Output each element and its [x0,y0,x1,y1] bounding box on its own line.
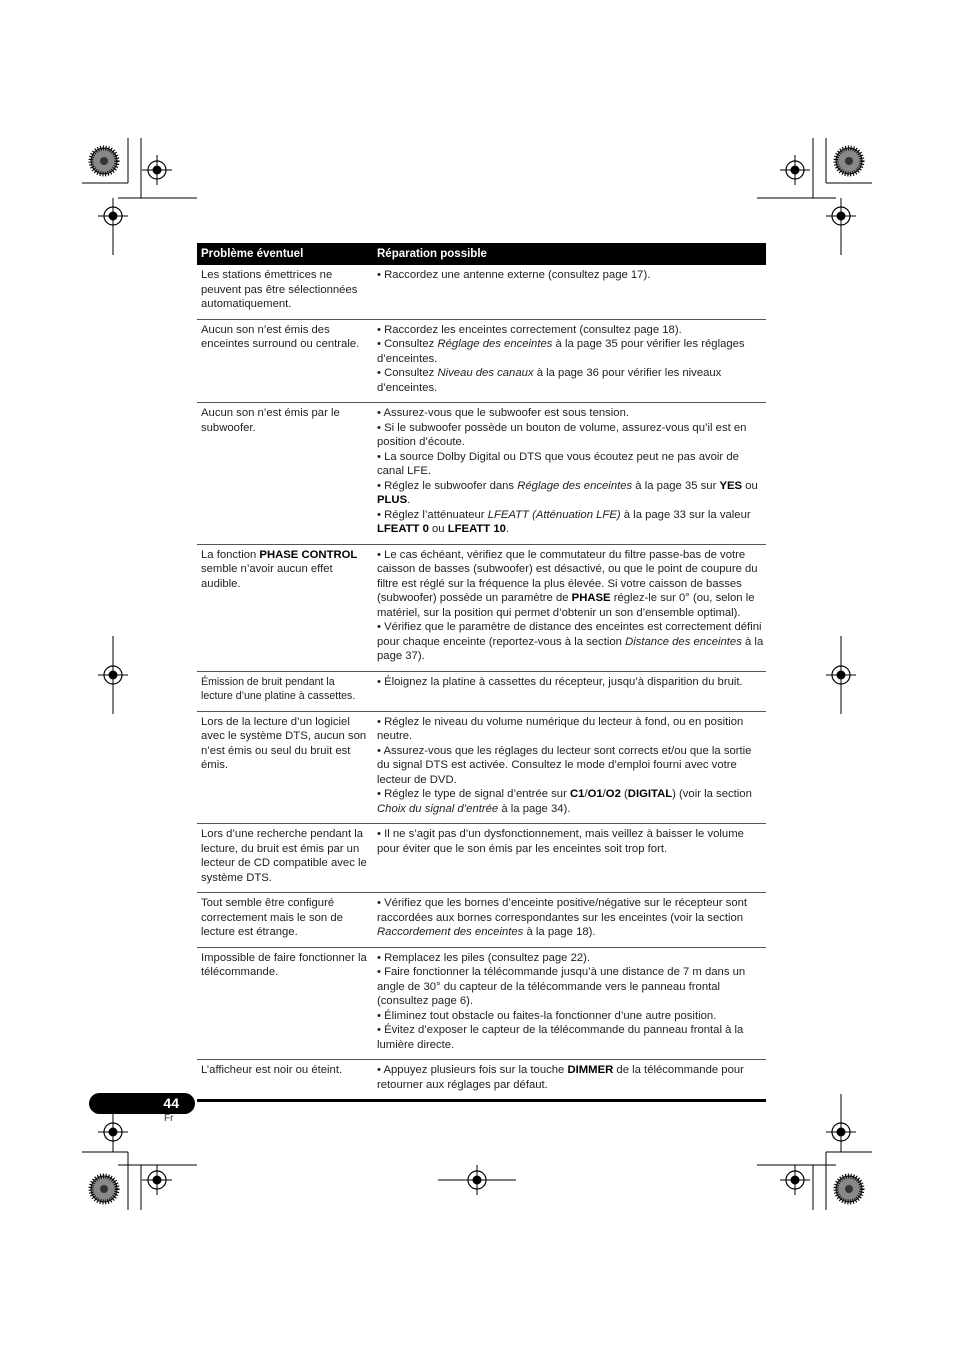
table-row [197,672,766,712]
table-row [197,320,766,404]
problem-cell: Lors de la lecture d’un logiciel avec le système DTS, aucun son n’est émis ou seul du bruit est émis. [201,715,367,771]
table-row [197,948,766,1061]
remedy-item: • Appuyez plusieurs fois sur la touche DIMMER de la télécommande pour retourner aux réglages par défaut. [377,1064,744,1091]
remedy-item: • Assurez-vous que le subwoofer est sous tension. [377,407,629,419]
table-row [197,893,766,948]
table-row [197,824,766,893]
page-number-tab: 44 [99,1093,195,1114]
remedy-item: • Réglez le type de signal d’entrée sur C1/O1/O2 (DIGITAL) (voir la section Choix du signal d’entrée à la page 34). [377,788,752,815]
remedy-cell [371,323,766,396]
problem-cell: Lors d’une recherche pendant la lecture, du bruit est émis par un lecteur de CD compatible avec le système DTS. [201,828,367,884]
page-language: Fr [164,1113,174,1124]
remedy-cell [371,896,766,940]
star-target-icon [91,148,117,174]
problem-cell: L’afficheur est noir ou éteint. [201,1064,343,1076]
crosshair-icon [780,155,810,185]
remedy-item: • Réglez le niveau du volume numérique du lecteur à fond, ou en position neutre. [377,715,744,742]
remedy-item: • Assurez-vous que les réglages du lecteur sont corrects et/ou que la sortie du signal DTS est activée. Consultez le mode d’emploi fourni avec votre lecteur de DVD. [377,744,752,786]
remedy-item: • Remplacez les piles (consultez page 22). [377,951,591,964]
problem-cell: La fonction PHASE CONTROL semble n’avoir aucun effet audible. [201,548,358,590]
crosshair-icon [780,1165,810,1195]
remedy-item: • Si le subwoofer possède un bouton de volume, assurez-vous qu’il est en position d’écoute. [377,421,747,448]
remedy-item: • Éliminez tout obstacle ou faites-la fonctionner d’une autre position. [377,1009,717,1022]
table-row [197,712,766,825]
remedy-cell [371,675,766,704]
table-row [197,545,766,672]
remedy-item: • Raccordez les enceintes correctement (consultez page 18). [377,323,682,336]
star-target-icon [836,148,862,174]
remedy-item: • Vérifiez que les bornes d’enceinte positive/négative sur le récepteur sont raccordées aux bornes correspondantes sur les enceintes (voir la section Raccordement des enceintes à la page 18). [377,897,748,938]
remedy-item: • Évitez d’exposer le capteur de la télécommande du panneau frontal à la lumière directe. [377,1024,744,1051]
header-remedy: Réparation possible [377,247,487,260]
star-target-icon [91,1176,117,1202]
remedy-cell [371,548,766,664]
remedy-cell [371,715,766,817]
header-problem: Problème éventuel [201,247,304,260]
remedy-cell [371,268,766,312]
remedy-item: • Réglez l’atténuateur LFEATT (Atténuation LFE) à la page 33 sur la valeur LFEATT 0 ou LFEATT 10. [377,508,751,535]
troubleshooting-table [197,243,766,1102]
star-target-icon [836,1176,862,1202]
remedy-item: • Raccordez une antenne externe (consultez page 17). [377,269,651,281]
table-row [197,265,766,320]
problem-cell: Impossible de faire fonctionner la télécommande. [201,951,367,978]
remedy-item: • Consultez Niveau des canaux à la page 36 pour vérifier les niveaux d’enceintes. [377,367,722,394]
table-row [197,403,766,545]
remedy-item: • Faire fonctionner la télécommande jusqu’à une distance de 7 m dans un angle de 30° du capteur de la télécommande vers le panneau frontal (consultez page 6). [377,966,746,1007]
remedy-item: • Le cas échéant, vérifiez que le commutateur du filtre passe-bas de votre caisson de basses (subwoofer) est désactivé, ou que le point de coupure du filtre est réglé sur la fréquence la plus élevée. Si votre caisson de basses (subwoofer) possède un paramètre de PHASE réglez-le sur 0° (ou, selon le matériel, sur la position qui permet d’obtenir un son d’ensemble optimal). [377,548,758,619]
remedy-item: • Réglez le subwoofer dans Réglage des enceintes à la page 35 sur YES ou PLUS. [377,479,758,506]
remedy-item: • Il ne s’agit pas d’un dysfonctionnement, mais veillez à baisser le volume pour éviter que le son émis par les enceintes soit trop fort. [377,828,744,855]
problem-cell: Aucun son n’est émis par le subwoofer. [201,407,340,434]
remedy-item: • Consultez Réglage des enceintes à la page 35 pour vérifier les réglages d’enceintes. [377,338,745,365]
problem-cell: Les stations émettrices ne peuvent pas être sélectionnées automatiquement. [201,269,358,310]
remedy-cell [371,951,766,1053]
remedy-item: • La source Dolby Digital ou DTS que vous écoutez peut ne pas avoir de canal LFE. [377,450,739,477]
problem-cell: Tout semble être configuré correctement mais le son de lecture est étrange. [201,897,343,938]
remedy-cell [371,1063,766,1092]
remedy-cell [371,406,766,537]
problem-cell: Émission de bruit pendant la lecture d’une platine à cassettes. [201,675,356,702]
crosshair-icon [142,155,172,185]
remedy-item: • Vérifiez que le paramètre de distance des enceintes est correctement défini pour chaque enceinte (reportez-vous à la section Distance des enceintes à la page 37). [377,621,764,662]
table-header [197,243,766,265]
problem-cell: Aucun son n’est émis des enceintes surround ou centrale. [201,323,360,350]
crosshair-icon [142,1165,172,1195]
remedy-cell [371,827,766,885]
remedy-item: • Éloignez la platine à cassettes du récepteur, jusqu’à disparition du bruit. [377,675,743,688]
table-row [197,1060,766,1102]
